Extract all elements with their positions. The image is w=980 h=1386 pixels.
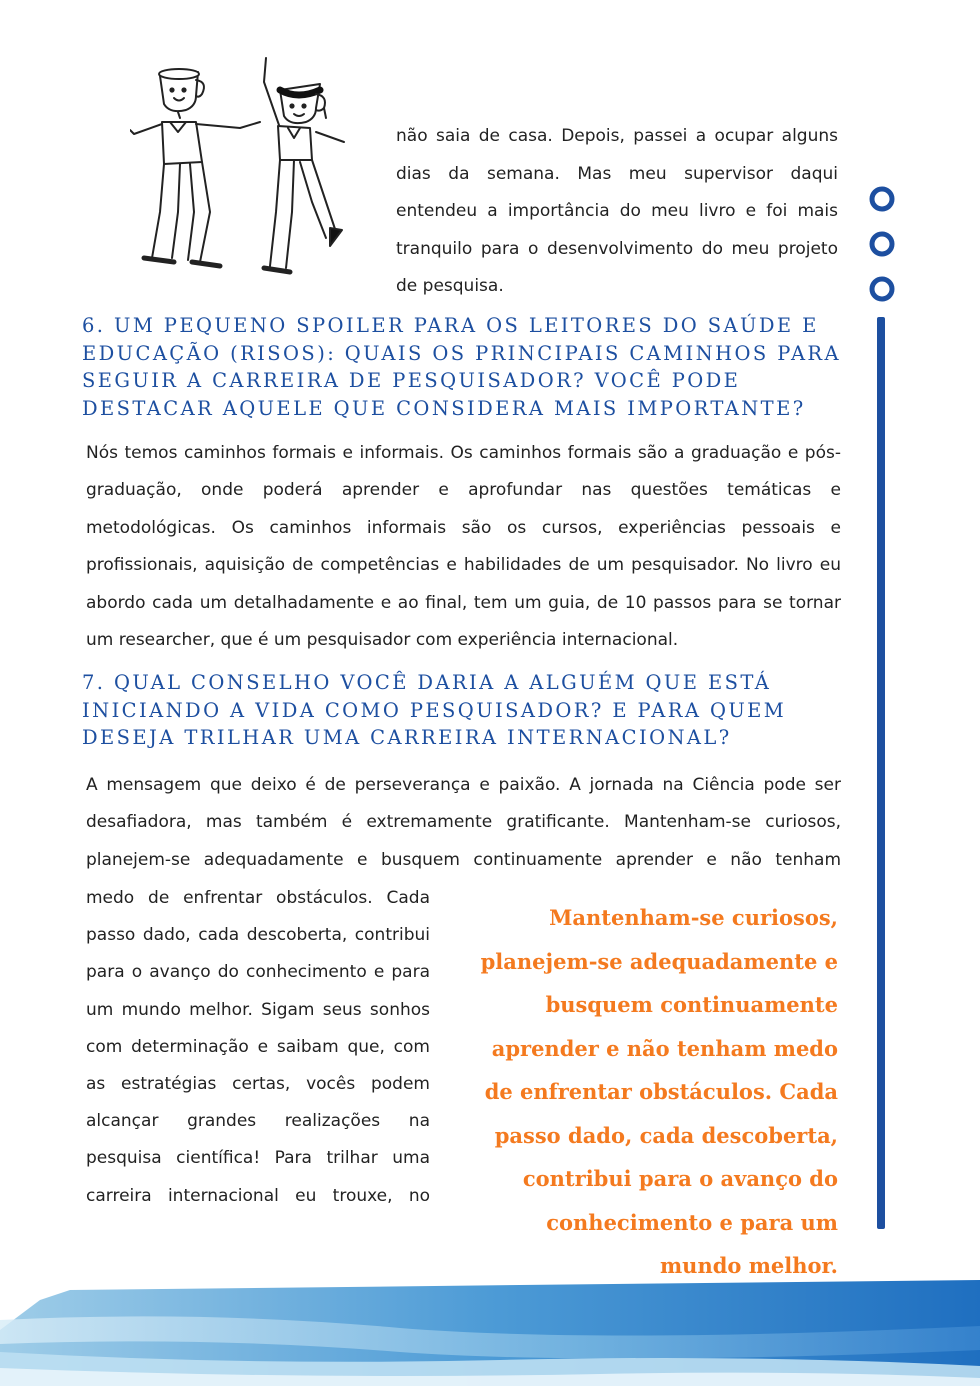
question-6-answer: Nós temos caminhos formais e informais. Os caminhos formais são a graduação e pós-graduação, onde poderá aprender e aprofundar nas questões temáticas e metodológicas. Os caminhos informais são os cursos, experiências pessoais e profissionais, aquisição de competências e habilidades de um pesquisador. No livro eu abordo cada um detalhadamente e ao final, tem um guia, de 10 passos para se tornar um researcher, que é um pesquisador com experiência internacional. bbox=[86, 443, 841, 651]
pull-quote: Mantenham-se curiosos, planejem-se adequadamente e busquem continuamente aprender e não tenham medo de enfrentar obstáculos. Cada passo dado, cada descoberta, contribui para o avanço do conhecimento e para um mundo melhor. bbox=[480, 905, 838, 1278]
intro-paragraph: não saia de casa. Depois, passei a ocupar alguns dias da semana. Mas meu supervisor daqui entendeu a importância do meu livro e foi mais tranquilo para o desenvolvimento do meu projeto de pesquisa. bbox=[396, 126, 838, 296]
vertical-accent-line bbox=[877, 317, 885, 1229]
question-6-heading: 6. UM PEQUENO SPOILER PARA OS LEITORES DO SAÚDE E EDUCAÇÃO (RISOS): QUAIS OS PRINCIPAIS CAMINHOS PARA SEGUIR A CARREIRA DE PESQUISADOR? VOCÊ PODE DESTACAR AQUELE QUE CONSIDERA MAIS IMPORTANTE? bbox=[82, 314, 841, 420]
circle-dots-icon bbox=[867, 184, 897, 314]
question-7-answer-part2: medo de enfrentar obstáculos. Cada passo dado, cada descoberta, contribui para o avanço do conhecimento e para um mundo melhor. Sigam seus sonhos com determinação e saibam que, com as estratégias certas, vocês podem alcançar grandes realizações na pesquisa científica! Para trilhar uma carreira internacional eu trouxe, no bbox=[86, 888, 430, 1206]
question-7-heading: 7. QUAL CONSELHO VOCÊ DARIA A ALGUÉM QUE ESTÁ INICIANDO A VIDA COMO PESQUISADOR? E PARA QUEM DESEJA TRILHAR UMA CARREIRA INTERNACIONAL? bbox=[82, 671, 787, 749]
footer-watercolor-wave bbox=[0, 1270, 980, 1386]
question-7-answer-part1: A mensagem que deixo é de perseverança e paixão. A jornada na Ciência pode ser desafiadora, mas também é extremamente gratificante. Mantenham-se curiosos, planejem-se adequadamente e busquem continuamente aprender e não tenham bbox=[86, 775, 841, 870]
dancing-figures-illustration bbox=[130, 52, 360, 282]
